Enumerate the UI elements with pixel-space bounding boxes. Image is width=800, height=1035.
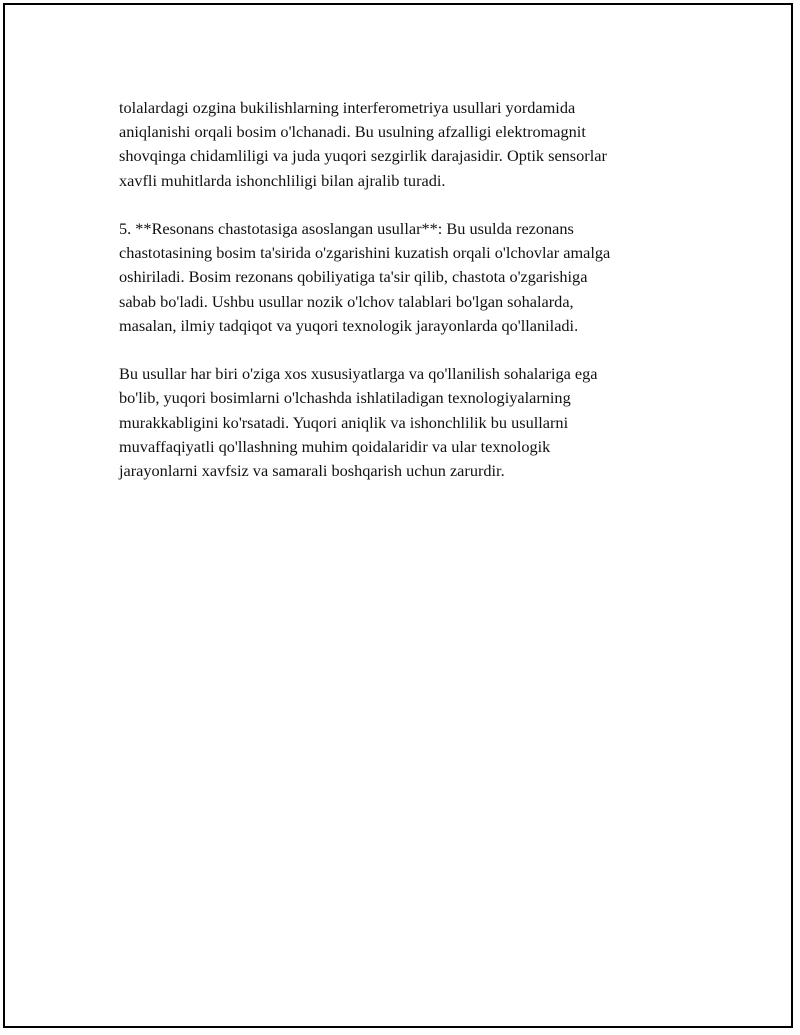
paragraph-optical-sensors <box>119 96 699 193</box>
document-body <box>119 96 699 507</box>
text-line: oshiriladi. Bosim rezonans qobiliyatiga ta'sir qilib, chastota o'zgarishiga <box>119 267 588 287</box>
text-line: tolalardagi ozgina bukilishlarning interferometriya usullari yordamida <box>119 98 576 117</box>
text-line: jarayonlarni xavfsiz va samarali boshqarish uchun zarurdir. <box>119 461 505 481</box>
text-line: Bu usullar har biri o'ziga xos xususiyatlarga va qo'llanilish sohalariga ega <box>119 364 598 384</box>
text-line: sabab bo'ladi. Ushbu usullar nozik o'lchov talablari bo'lgan sohalarda, <box>119 291 574 311</box>
text-line: aniqlanishi orqali bosim o'lchanadi. Bu usulning afzalligi elektromagnit <box>119 122 586 142</box>
paragraph-resonance-methods <box>119 217 699 338</box>
text-line: muvaffaqiyatli qo'llashning muhim qoidalaridir va ular texnologik <box>119 436 551 456</box>
text-line: shovqinga chidamliligi va juda yuqori sezgirlik darajasidir. Optik sensorlar <box>119 146 607 166</box>
text-line: 5. **Resonans chastotasiga asoslangan usullar**: Bu usulda rezonans <box>119 219 574 238</box>
paragraph-conclusion <box>119 362 699 483</box>
text-line: chastotasining bosim ta'sirida o'zgarishini kuzatish orqali o'lchovlar amalga <box>119 243 611 263</box>
text-line: murakkabligini ko'rsatadi. Yuqori aniqlik va ishonchlilik bu usullarni <box>119 412 569 432</box>
text-line: bo'lib, yuqori bosimlarni o'lchashda ishlatiladigan texnologiyalarning <box>119 388 571 408</box>
text-line: masalan, ilmiy tadqiqot va yuqori texnologik jarayonlarda qo'llaniladi. <box>119 315 579 335</box>
document-page <box>3 3 793 1028</box>
text-line: xavfli muhitlarda ishonchliligi bilan ajralib turadi. <box>119 170 446 190</box>
